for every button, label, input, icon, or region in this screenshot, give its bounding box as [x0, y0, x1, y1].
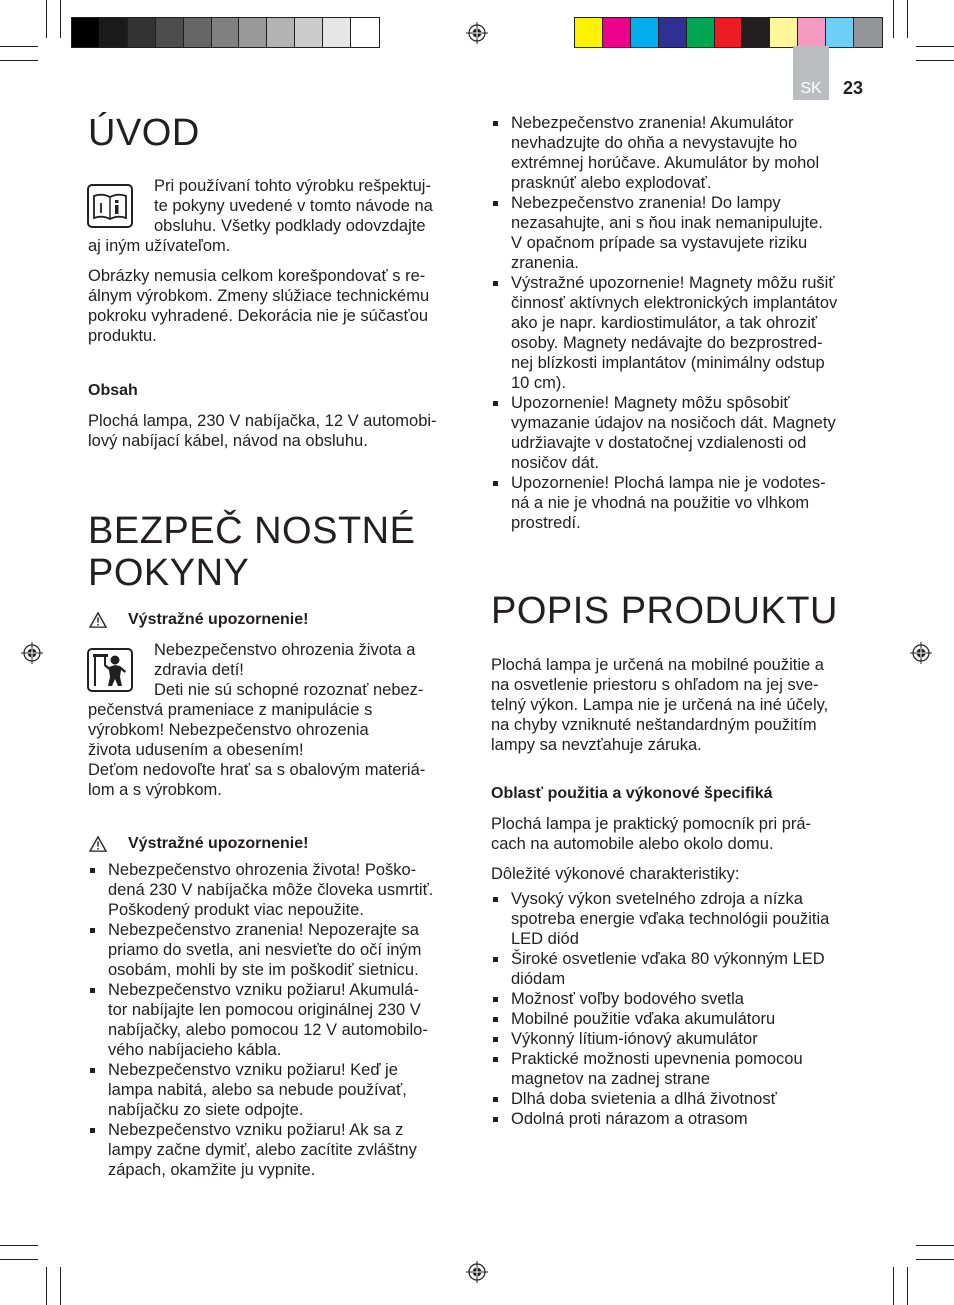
contents-heading: Obsah	[88, 382, 138, 399]
registration-mark-icon	[466, 22, 488, 44]
text-line: aj iným užívateľom.	[88, 237, 231, 255]
text-line: lampy sa nevzťahuje záruka.	[491, 736, 702, 754]
safety-bullet-item	[88, 860, 468, 920]
text-line: spotreba energie vďaka technológii použitia	[511, 910, 830, 928]
text-line: Nebezpečenstvo vzniku požiaru! Keď je	[108, 1061, 398, 1079]
product-title-wrap	[491, 590, 871, 632]
feature-item	[491, 1049, 871, 1089]
product-title: POPIS PRODUKTU	[491, 590, 838, 632]
safety-bullets-right	[491, 113, 871, 533]
text-line: Vysoký výkon svetelného zdroja a nízka	[511, 890, 803, 908]
page-number: 23	[843, 78, 864, 98]
safety-bullet-item	[491, 473, 871, 533]
text-line: telný výkon. Lampa nie je určená na iné účely,	[491, 696, 829, 714]
text-line: extrémnej horúčave. Akumulátor by mohol	[511, 154, 820, 172]
text-line: ako je napr. kardiostimulátor, a tak ohroziť	[511, 314, 818, 332]
text-line: výrobkom! Nebezpečenstvo ohrozenia	[88, 721, 369, 739]
crop-mark	[46, 0, 47, 38]
contents-text	[88, 411, 468, 451]
color-swatch	[659, 18, 687, 47]
gray-swatch	[156, 18, 184, 47]
crop-mark	[916, 46, 954, 47]
text-line: Nebezpečenstvo zranenia! Nepozerajte sa	[108, 921, 419, 939]
crop-mark	[907, 1267, 908, 1305]
crop-mark	[46, 1267, 47, 1305]
crop-mark	[893, 0, 894, 38]
text-line: na chyby vzniknuté neštandardným použitím	[491, 716, 817, 734]
crop-mark	[0, 60, 38, 61]
use-heading: Oblasť použitia a výkonové špecifiká	[491, 785, 773, 802]
warning-heading-2	[88, 834, 308, 854]
text-line: Nebezpečenstvo ohrozenia života a	[154, 641, 416, 659]
text-line: Plochá lampa je určená na mobilné použitie a	[491, 656, 824, 674]
gray-swatch	[323, 18, 351, 47]
gray-color-bar	[71, 17, 380, 48]
registration-mark-icon	[910, 642, 932, 664]
safety-bullet-item	[491, 113, 871, 193]
text-line: Nebezpečenstvo vzniku požiaru! Akumulá-	[108, 981, 419, 999]
gray-swatch	[100, 18, 128, 47]
warning-heading-text: Výstražné upozornenie!	[128, 835, 309, 852]
gray-swatch	[128, 18, 156, 47]
text-line: Široké osvetlenie vďaka 80 výkonným LED	[511, 950, 825, 968]
text-line: Deťom nedovoľte hrať sa s obalovým materiá-	[88, 761, 426, 779]
text-line: ná a nie je vhodná na použitie vo vlhkom	[511, 494, 810, 512]
text-line: Nebezpečenstvo zranenia! Do lampy	[511, 194, 781, 212]
text-line: zápach, okamžite ju vypnite.	[108, 1161, 316, 1179]
gray-swatch	[184, 18, 212, 47]
text-line: Plochá lampa je praktický pomocník pri prá-	[491, 815, 812, 833]
crop-mark	[916, 1259, 954, 1260]
gray-swatch	[351, 18, 379, 47]
safety-bullet-item	[88, 1060, 468, 1120]
crop-mark	[907, 0, 908, 38]
safety-bullet-item	[491, 193, 871, 273]
text-line: nezasahujte, ani s ňou inak nemanipulujte.	[511, 214, 823, 232]
intro-paragraph-1-top	[154, 176, 464, 236]
safety-title	[88, 510, 468, 594]
gray-swatch	[267, 18, 295, 47]
safety-title-line: POKYNY	[88, 552, 250, 594]
safety-bullet-item	[88, 920, 468, 980]
registration-mark-icon	[21, 642, 43, 664]
text-line: prasknúť alebo explodovať.	[511, 174, 712, 192]
color-swatch	[770, 18, 798, 47]
text-line: álnym výrobkom. Zmeny slúžiace technickému	[88, 287, 430, 305]
color-swatch	[603, 18, 631, 47]
text-line: pečenstvá prameniace z manipulácie s	[88, 701, 373, 719]
color-swatch	[798, 18, 826, 47]
text-line: činnosť aktívnych elektronických implantátov	[511, 294, 838, 312]
text-line: Pri používaní tohto výrobku rešpektuj-	[154, 177, 431, 195]
color-swatch	[631, 18, 659, 47]
gray-swatch	[295, 18, 323, 47]
warning1-text-top	[154, 640, 464, 700]
intro-paragraph-1-bottom	[88, 236, 468, 256]
text-line: Nebezpečenstvo ohrozenia života! Poško-	[108, 861, 417, 879]
text-line: te pokyny uvedené v tomto návode na	[154, 197, 433, 215]
text-line: pokroku vyhradené. Dekorácia nie je súčasťou	[88, 307, 429, 325]
feature-item	[491, 889, 871, 949]
text-line: na osvetlenie priestoru s ohľadom na jej sve-	[491, 676, 819, 694]
color-swatch	[687, 18, 715, 47]
text-line: Dlhá doba svietenia a dlhá životnosť	[511, 1090, 777, 1108]
crop-mark	[0, 46, 38, 47]
gray-swatch	[72, 18, 100, 47]
text-line: lový nabíjací kábel, návod na obsluhu.	[88, 432, 368, 450]
text-line: lampy začne dymiť, alebo zacítite zvláštny	[108, 1141, 417, 1159]
text-line: nej blízkosti implantátov (minimálny odstup	[511, 354, 825, 372]
warning-triangle-icon	[88, 612, 108, 628]
text-line: nabíjačky, alebo pomocou 12 V automobilo-	[108, 1021, 428, 1039]
text-line: zranenia.	[511, 254, 579, 272]
manual-info-icon	[87, 184, 133, 228]
features-list	[491, 889, 871, 1129]
gray-swatch	[212, 18, 240, 47]
text-line: Mobilné použitie vďaka akumulátoru	[511, 1010, 776, 1028]
text-line: nabíjačku zo siete odpojte.	[108, 1101, 304, 1119]
crop-mark	[60, 0, 61, 38]
safety-bullets-left	[88, 860, 468, 1180]
language-code: SK	[800, 80, 822, 97]
gray-swatch	[239, 18, 267, 47]
process-color-bar	[574, 17, 883, 48]
text-line: osoby. Magnety nedávajte do bezprostred-	[511, 334, 823, 352]
safety-title-line: BEZPEČ NOSTNÉ	[88, 510, 416, 552]
text-line: lampa nabitá, alebo sa nebude používať,	[108, 1081, 407, 1099]
safety-bullet-item	[88, 980, 468, 1060]
text-line: osobám, mohli by ste im poškodiť sietnicu.	[108, 961, 419, 979]
feature-item	[491, 949, 871, 989]
text-line: Obrázky nemusia celkom korešpondovať s re-	[88, 267, 426, 285]
crop-mark	[0, 1259, 38, 1260]
warning-triangle-icon	[88, 836, 108, 852]
warning-heading-1	[88, 610, 308, 630]
text-line: nosičov dát.	[511, 454, 600, 472]
text-line: Odolná proti nárazom a otrasom	[511, 1110, 748, 1128]
text-line: vého nabíjacieho kábla.	[108, 1041, 282, 1059]
product-paragraph-2	[491, 814, 871, 854]
feature-item	[491, 1109, 871, 1129]
intro-title: ÚVOD	[88, 112, 200, 154]
color-swatch	[575, 18, 603, 47]
text-line: dená 230 V nabíjačka môže človeka usmrtiť.	[108, 881, 434, 899]
feature-item	[491, 1029, 871, 1049]
safety-bullet-item	[491, 393, 871, 473]
text-line: tor nabíjajte len pomocou originálnej 230 V	[108, 1001, 421, 1019]
color-swatch	[854, 18, 882, 47]
text-line: Upozornenie! Plochá lampa nie je vodotes-	[511, 474, 826, 492]
text-line: Deti nie sú schopné rozoznať nebez-	[154, 681, 424, 699]
text-line: Nebezpečenstvo zranenia! Akumulátor	[511, 114, 794, 132]
product-paragraph-1	[491, 655, 871, 755]
text-line: udržiavajte v dostatočnej vzdialenosti od	[511, 434, 807, 452]
text-line: priamo do svetla, ani nesvieťte do očí iným	[108, 941, 422, 959]
text-line: produktu.	[88, 327, 157, 345]
color-swatch	[742, 18, 770, 47]
crop-mark	[60, 1267, 61, 1305]
crop-mark	[916, 60, 954, 61]
warning1-text-bottom	[88, 700, 468, 800]
text-line: 10 cm).	[511, 374, 567, 392]
crop-mark	[0, 1245, 38, 1246]
text-line: magnetov na zadnej strane	[511, 1070, 711, 1088]
text-line: lom a s výrobkom.	[88, 781, 222, 799]
color-swatch	[826, 18, 854, 47]
text-line: Nebezpečenstvo vzniku požiaru! Ak sa z	[108, 1121, 404, 1139]
text-line: Poškodený produkt viac nepoužite.	[108, 901, 364, 919]
text-line: Výstražné upozornenie! Magnety môžu rušiť	[511, 274, 835, 292]
feature-item	[491, 989, 871, 1009]
text-line: V opačnom prípade sa vystavujete riziku	[511, 234, 808, 252]
text-line: Praktické možnosti upevnenia pomocou	[511, 1050, 803, 1068]
intro-paragraph-2	[88, 266, 468, 346]
language-tab	[793, 46, 829, 100]
crop-mark	[893, 1267, 894, 1305]
registration-mark-icon	[466, 1261, 488, 1283]
text-line: Výkonný lítium-iónový akumulátor	[511, 1030, 758, 1048]
text-line: Možnosť voľby bodového svetla	[511, 990, 744, 1008]
text-line: vymazanie údajov na nosičoch dát. Magnety	[511, 414, 836, 432]
safety-bullet-item	[88, 1120, 468, 1180]
text-line: obsluhu. Všetky podklady odovzdajte	[154, 217, 426, 235]
feature-item	[491, 1089, 871, 1109]
text-line: diódam	[511, 970, 566, 988]
crop-mark	[916, 1245, 954, 1246]
child-danger-icon	[87, 648, 133, 692]
left-column	[88, 112, 468, 154]
warning-heading-text: Výstražné upozornenie!	[128, 611, 309, 628]
text-line: života udusením a obesením!	[88, 741, 304, 759]
text-line: nevhadzujte do ohňa a nevystavujte ho	[511, 134, 798, 152]
feature-item	[491, 1009, 871, 1029]
text-line: Plochá lampa, 230 V nabíjačka, 12 V automobi-	[88, 412, 437, 430]
safety-bullet-item	[491, 273, 871, 393]
text-line: LED diód	[511, 930, 579, 948]
text-line: zdravia detí!	[154, 661, 244, 679]
features-intro: Dôležité výkonové charakteristiky:	[491, 865, 740, 883]
color-swatch	[715, 18, 743, 47]
text-line: prostredí.	[511, 514, 581, 532]
text-line: Upozornenie! Magnety môžu spôsobiť	[511, 394, 790, 412]
text-line: cach na automobile alebo okolo domu.	[491, 835, 774, 853]
